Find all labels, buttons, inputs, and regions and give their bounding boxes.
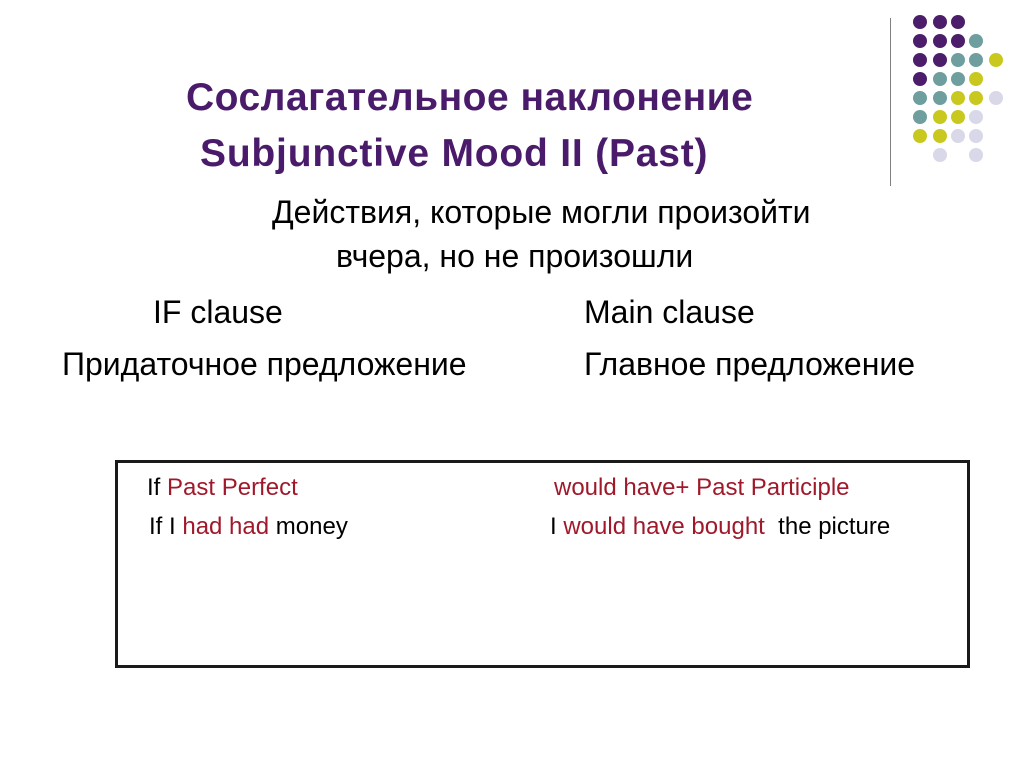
decorative-dot — [969, 53, 983, 67]
decorative-dot — [969, 91, 983, 105]
divider-line — [890, 18, 891, 186]
decorative-dot — [951, 91, 965, 105]
decorative-dot — [913, 53, 927, 67]
formula-main-tense: would have+ Past Participle — [554, 474, 850, 501]
main-clause-ru-label: Главное предложение — [584, 346, 916, 382]
decorative-dot — [913, 72, 927, 86]
example-if-object: money — [269, 513, 348, 540]
decorative-dot — [913, 15, 927, 29]
example-main-part — [550, 513, 890, 541]
decorative-dot — [933, 72, 947, 86]
decorative-dot — [951, 129, 965, 143]
decorative-dot — [951, 53, 965, 67]
if-clause-label: IF clause — [153, 294, 283, 330]
example-if-part — [149, 513, 348, 541]
main-clause-label: Main clause — [584, 294, 755, 330]
decorative-dot — [933, 34, 947, 48]
decorative-dot — [913, 91, 927, 105]
decorative-dot — [969, 72, 983, 86]
decorative-dot — [933, 53, 947, 67]
decorative-dot — [933, 91, 947, 105]
decorative-dot — [933, 15, 947, 29]
subordinate-clause-ru-label: Придаточное предложение — [62, 346, 467, 382]
description-line-2: вчера, но не произошли — [336, 238, 694, 274]
decorative-dot — [951, 110, 965, 124]
decorative-dot — [913, 110, 927, 124]
decorative-dot — [933, 129, 947, 143]
formula-if-part — [147, 474, 298, 502]
decorative-dot — [951, 72, 965, 86]
example-main-prefix: I — [550, 513, 564, 540]
decorative-dot — [951, 34, 965, 48]
example-if-prefix: If I — [149, 513, 183, 540]
decorative-dot — [989, 91, 1003, 105]
decorative-dot — [969, 110, 983, 124]
decorative-dot — [969, 34, 983, 48]
decorative-dot — [913, 129, 927, 143]
decorative-dot — [969, 129, 983, 143]
formula-if-tense: Past Perfect — [167, 474, 298, 501]
example-main-verb: would have bought — [563, 513, 765, 540]
example-main-object: the picture — [764, 513, 891, 540]
title-ru: Сослагательное наклонение — [186, 76, 754, 119]
title-en: Subjunctive Mood II (Past) — [200, 132, 709, 175]
description-line-1: Действия, которые могли произойти — [272, 194, 811, 230]
example-if-verb: had had — [182, 513, 270, 540]
decorative-dot — [969, 148, 983, 162]
decorative-dot — [913, 34, 927, 48]
formula-if-prefix: If — [147, 474, 168, 501]
decorative-dot — [933, 110, 947, 124]
decorative-dot — [951, 15, 965, 29]
decorative-dot — [933, 148, 947, 162]
decorative-dot — [989, 53, 1003, 67]
